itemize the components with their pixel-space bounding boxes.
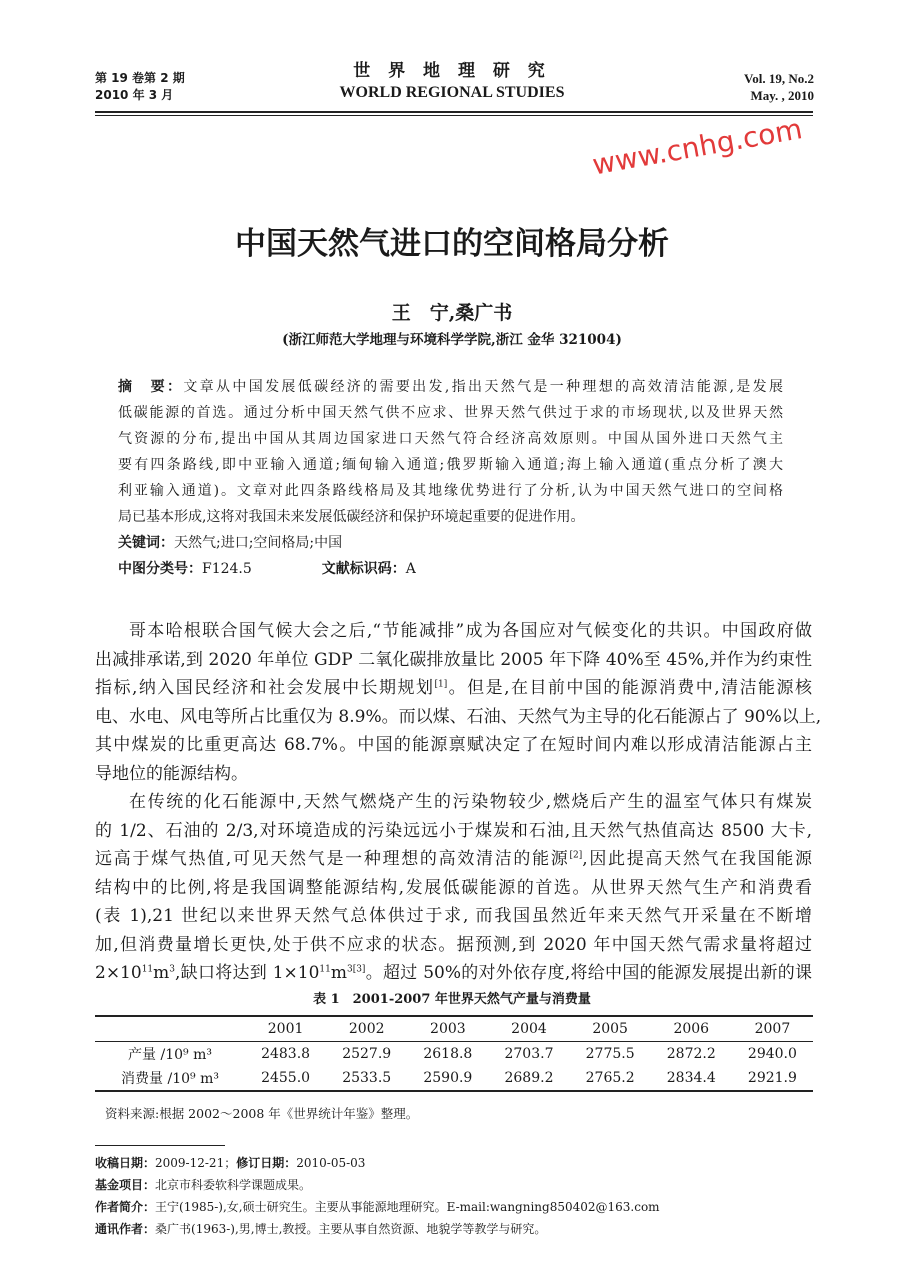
- table-header-cell: 2007: [754, 1021, 791, 1037]
- journal-name: [300, 60, 604, 104]
- footnote: [95, 1218, 660, 1240]
- body-text-segment: 2×10: [95, 963, 142, 983]
- volume-en: Vol. 19, No.2: [744, 71, 814, 86]
- footnote: [95, 1174, 660, 1196]
- table-cell: 2590.9: [423, 1070, 473, 1086]
- footnote-label: 基金项目：: [95, 1178, 156, 1192]
- footnote-text: 2009-12-21；: [155, 1156, 237, 1170]
- journal-name-cn: 世 界 地 理 研 究: [353, 61, 551, 81]
- body-line: [95, 902, 812, 931]
- body-line: [95, 760, 812, 789]
- body-text-segment: 哥本哈根联合国气候大会之后,“节能减排”成为各国应对气候变化的共识。中国政府做: [129, 621, 812, 641]
- body-text-segment: 。但是,在目前中国的能源消费中,清洁能源核: [447, 678, 813, 698]
- table-cell: 2483.8: [261, 1046, 311, 1062]
- abstract-line-text: 低碳能源的首选。通过分析中国天然气供不应求、世界天然气供过于求的市场现状,以及世界天然: [118, 405, 783, 421]
- row-label: 消费量 /10⁹ m³: [121, 1071, 219, 1087]
- classification: [118, 556, 416, 582]
- citation-superscript: 11: [141, 964, 154, 975]
- footnote-label: 修订日期：: [236, 1156, 297, 1170]
- abstract-line-text: 局已基本形成,这将对我国未来发展低碳经济和保护环境起重要的促进作用。: [118, 509, 585, 525]
- abstract-line-text: 文章从中国发展低碳经济的需要出发,指出天然气是一种理想的高效清洁能源,是发展: [183, 379, 783, 395]
- abstract-line-text: 要有四条路线,即中亚输入通道;缅甸输入通道;俄罗斯输入通道;海上输入通道(重点分析了澳大: [118, 457, 783, 473]
- abstract-line: [118, 426, 783, 452]
- table-cell: 2834.4: [666, 1070, 716, 1086]
- body-text-segment: 指标,纳入国民经济和社会发展中长期规划: [95, 678, 435, 698]
- abstract-line: [118, 374, 783, 400]
- table-header-cell: 2006: [673, 1021, 710, 1037]
- keywords-text: 天然气;进口;空间格局;中国: [174, 535, 343, 551]
- clc-label: 中图分类号：: [118, 561, 202, 577]
- abstract-line: [118, 504, 783, 530]
- body-text-segment: (表 1),21 世纪以来世界天然气总体供过于求, 而我国虽然近年来天然气开采量在不断增: [95, 906, 812, 926]
- footnote-label: 通讯作者：: [95, 1222, 156, 1236]
- body-line: [95, 674, 812, 703]
- watermark: www.cnhg.com: [589, 112, 805, 182]
- citation-superscript: 3[3]: [346, 964, 366, 975]
- header-rule: [95, 111, 813, 113]
- table-caption: 表 1 2001-2007 年世界天然气产量与消费量: [313, 992, 591, 1007]
- abstract-line-text: 气资源的分布,提出中国从其周边国家进口天然气符合经济高效原则。中国从国外进口天然气主: [118, 431, 783, 447]
- citation-superscript: 3: [169, 964, 176, 975]
- table-header-cell: 2001: [267, 1021, 304, 1037]
- table-cell: 2455.0: [261, 1070, 311, 1086]
- body-text-segment: 。超过 50%的对外依存度,将给中国的能源发展提出新的课: [365, 963, 813, 983]
- body-text-segment: 在传统的化石能源中,天然气燃烧产生的污染物较少,燃烧后产生的温室气体只有煤炭: [129, 792, 812, 812]
- doc-code-label: 文献标识码：: [321, 561, 406, 577]
- body-text-segment: 加,但消费量增长更快,处于供不应求的状态。据预测,到 2020 年中国天然气需求量将超过: [95, 934, 812, 955]
- table-cell: 2775.5: [585, 1046, 635, 1062]
- table-cell: 2765.2: [585, 1070, 635, 1086]
- footnote-text: 王宁(1985-),女,硕士研究生。主要从事能源地理研究。E-mail:wangning850402@163.com: [155, 1200, 660, 1214]
- abstract-line: [118, 452, 783, 478]
- footnote-label: 作者简介：: [95, 1200, 156, 1214]
- footnote: [95, 1196, 660, 1218]
- citation-superscript: [1]: [434, 679, 448, 690]
- date-en: May. , 2010: [750, 88, 814, 103]
- table-header-cell: 2004: [511, 1021, 547, 1037]
- doc-code-value: A: [405, 561, 416, 577]
- citation-superscript: 11: [319, 964, 331, 975]
- body-line: [95, 959, 812, 988]
- table-cell: 2689.2: [504, 1070, 554, 1086]
- abstract-label: 摘 要：: [118, 379, 184, 395]
- paper-title: 中国天然气进口的空间格局分析: [235, 226, 669, 262]
- body-line: [95, 731, 812, 760]
- journal-name-en: WORLD REGIONAL STUDIES: [339, 84, 565, 101]
- body-text: [95, 617, 822, 988]
- body-text-segment: 导地位的能源结构。: [95, 763, 248, 784]
- body-text-segment: 结构中的比例,将是我国调整能源结构,发展低碳能源的首选。从世界天然气生产和消费看: [95, 877, 812, 898]
- abstract: [118, 374, 783, 530]
- table-source: 资料来源:根据 2002～2008 年《世界统计年鉴》整理。: [105, 1106, 419, 1121]
- table-header-cell: 2002: [348, 1021, 385, 1037]
- body-line: [95, 817, 812, 846]
- data-table: [95, 1015, 813, 1092]
- body-text-segment: 出减排承诺,到 2020 年单位 GDP 二氧化碳排放量比 2005 年下降 40%至 45%,并作为约束性: [95, 649, 812, 670]
- abstract-line-text: 利亚输入通道)。文章对此四条路线格局及其地缘优势进行了分析,认为中国天然气进口的空间格: [118, 483, 783, 499]
- table-header-cell: [95, 1016, 245, 1042]
- footnote: [95, 1152, 660, 1174]
- clc-value: F124.5: [202, 561, 252, 577]
- table-cell: 2618.8: [423, 1046, 473, 1062]
- body-line: [95, 845, 812, 874]
- row-label: 产量 /10⁹ m³: [128, 1047, 212, 1063]
- keywords-label: 关键词：: [118, 535, 174, 551]
- volume-cn: 第 19 卷第 2 期: [95, 71, 185, 85]
- body-line: [95, 788, 812, 817]
- body-text-segment: m: [153, 963, 170, 983]
- table-cell: 2921.9: [747, 1070, 797, 1086]
- affiliation: (浙江师范大学地理与环境科学学院,浙江 金华 321004): [282, 332, 622, 348]
- table-header-cell: 2003: [430, 1021, 466, 1037]
- body-text-segment: 电、水电、风电等所占比重仅为 8.9%。而以煤、石油、天然气为主导的化石能源占了 90%以上,: [95, 706, 822, 727]
- table-cell: 2703.7: [504, 1046, 554, 1062]
- table-cell: 2533.5: [342, 1070, 392, 1086]
- body-line: [95, 874, 812, 903]
- body-line: [95, 617, 812, 646]
- body-text-segment: ,因此提高天然气在我国能源: [582, 849, 813, 869]
- citation-superscript: [2]: [569, 850, 583, 861]
- body-text-segment: 远高于煤气热值,可见天然气是一种理想的高效清洁的能源: [95, 849, 570, 869]
- body-text-segment: ,缺口将达到 1×10: [175, 963, 320, 983]
- footnote-rule: [95, 1145, 225, 1146]
- table-cell: 2940.0: [747, 1046, 797, 1062]
- table-row: [95, 1042, 813, 1067]
- body-line: [95, 646, 812, 675]
- footnote-text: 北京市科委软科学课题成果。: [155, 1178, 312, 1192]
- body-text-segment: 其中煤炭的比重更高达 68.7%。中国的能源禀赋决定了在短时间内难以形成清洁能源占主: [95, 735, 812, 755]
- footnotes: [95, 1152, 660, 1240]
- table-cell: 2527.9: [342, 1046, 392, 1062]
- table-row: [95, 1066, 813, 1091]
- body-text-segment: 的 1/2、石油的 2/3,对环境造成的污染远远小于煤炭和石油,且天然气热值高达 8500 大卡,: [95, 820, 812, 841]
- body-text-segment: m: [330, 963, 347, 983]
- body-line: [95, 931, 812, 960]
- table-header-cell: 2005: [592, 1021, 628, 1037]
- abstract-line: [118, 478, 783, 504]
- table-cell: 2872.2: [666, 1046, 716, 1062]
- footnote-text: 桑广书(1963-),男,博士,教授。主要从事自然资源、地貌学等教学与研究。: [155, 1222, 547, 1236]
- authors: 王 宁,桑广书: [391, 302, 513, 324]
- issue-info-en: [744, 70, 814, 104]
- body-line: [95, 703, 822, 732]
- date-cn: 2010 年 3 月: [95, 88, 174, 102]
- abstract-line: [118, 400, 783, 426]
- keywords: [118, 530, 342, 556]
- footnote-label: 收稿日期：: [95, 1156, 156, 1170]
- footnote-text: 2010-05-03: [296, 1156, 366, 1170]
- issue-info: [95, 70, 185, 104]
- header-rule-thin: [95, 115, 813, 116]
